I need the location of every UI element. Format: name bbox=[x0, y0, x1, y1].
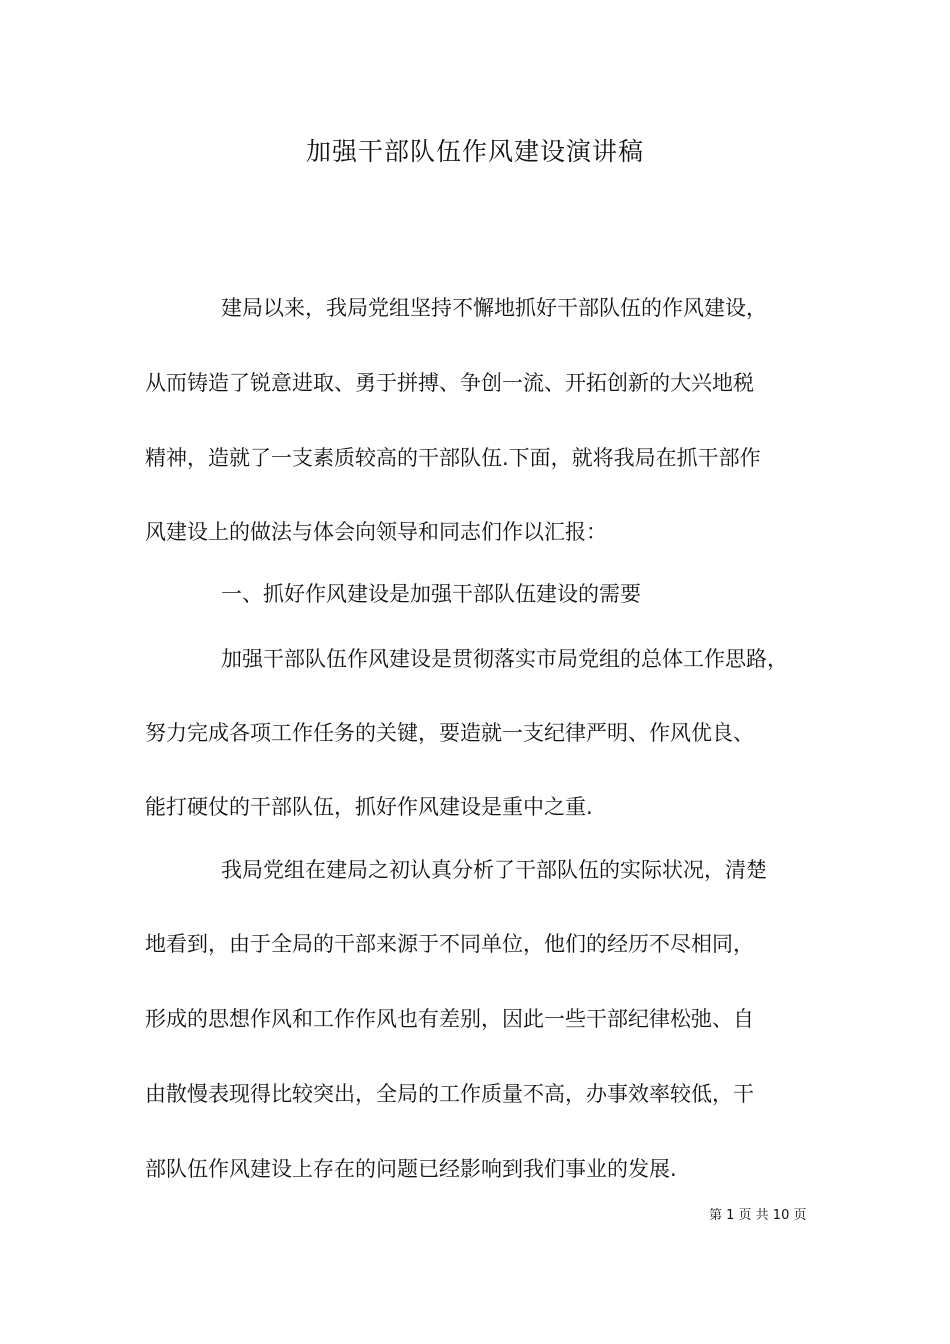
paragraph-line: 建局以来，我局党组坚持不懈地抓好干部队伍的作风建设， bbox=[221, 296, 767, 320]
paragraph-line: 地看到，由于全局的干部来源于不同单位，他们的经历不尽相同， bbox=[145, 932, 754, 956]
paragraph-line: 由散慢表现得比较突出，全局的工作质量不高，办事效率较低，干 bbox=[145, 1082, 754, 1106]
paragraph-line: 精神，造就了一支素质较高的干部队伍.下面，就将我局在抓干部作 bbox=[145, 446, 761, 470]
paragraph-line: 能打硬仗的干部队伍，抓好作风建设是重中之重. bbox=[145, 795, 593, 819]
paragraph-line: 努力完成各项工作任务的关键，要造就一支纪律严明、作风优良、 bbox=[145, 721, 754, 745]
document-title: 加强干部队伍作风建设演讲稿 bbox=[305, 137, 644, 166]
paragraph-line: 加强干部队伍作风建设是贯彻落实市局党组的总体工作思路， bbox=[221, 647, 788, 671]
section-heading: 一、抓好作风建设是加强干部队伍建设的需要 bbox=[221, 582, 641, 606]
paragraph-line: 部队伍作风建设上存在的问题已经影响到我们事业的发展. bbox=[145, 1157, 677, 1181]
page-number: 第 1 页 共 10 页 bbox=[709, 1208, 807, 1223]
paragraph-line: 我局党组在建局之初认真分析了干部队伍的实际状况，清楚 bbox=[221, 858, 767, 882]
paragraph-line: 形成的思想作风和工作作风也有差别，因此一些干部纪律松弛、自 bbox=[145, 1007, 754, 1031]
paragraph-line: 风建设上的做法与体会向领导和同志们作以汇报： bbox=[145, 520, 607, 544]
paragraph-line: 从而铸造了锐意进取、勇于拼搏、争创一流、开拓创新的大兴地税 bbox=[145, 371, 754, 395]
